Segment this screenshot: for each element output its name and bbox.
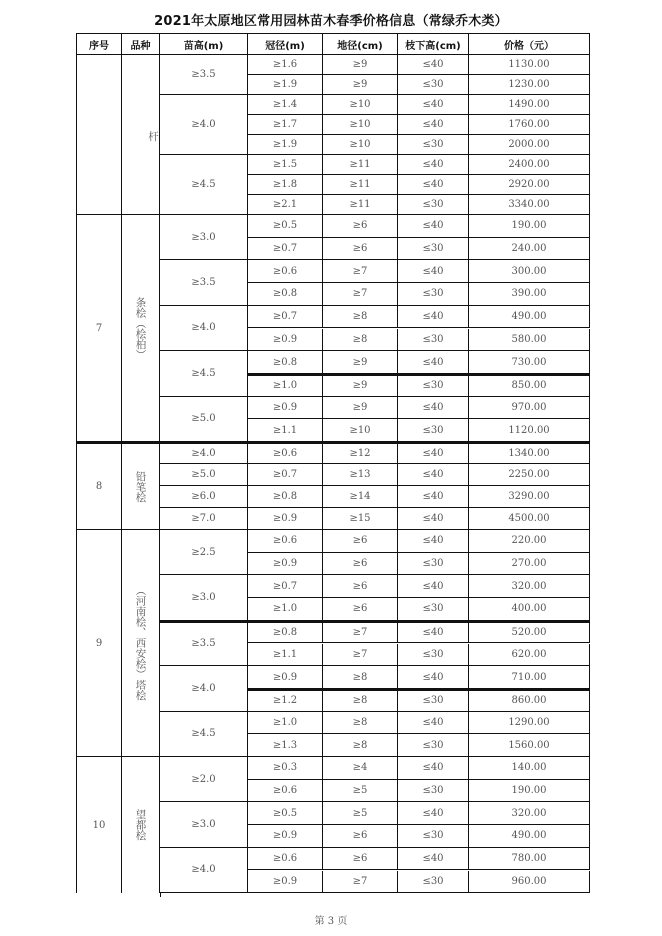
price-cell: 2250.00 [469,464,590,486]
price-cell: 2400.00 [469,155,590,175]
price-cell: 240.00 [469,238,590,261]
branch-height-cell: ≤40 [398,621,469,644]
branch-height-cell: ≤40 [398,442,469,464]
price-cell: 320.00 [469,802,590,825]
price-cell: 970.00 [469,397,590,420]
serial-number-cell [76,55,122,215]
column-header: 地径(cm) [323,33,398,55]
branch-height-cell: ≤30 [398,553,469,576]
variety-name-cell: 条桧（桧柏） [122,215,160,442]
branch-height-cell: ≤30 [398,871,469,894]
branch-height-cell: ≤30 [398,419,469,442]
crown-diameter-cell: ≥0.9 [248,508,323,530]
price-cell: 3290.00 [469,486,590,508]
crown-diameter-cell: ≥0.7 [248,238,323,261]
price-cell: 960.00 [469,871,590,894]
table-continuation [160,893,161,897]
ground-diameter-cell: ≥6 [323,848,398,871]
crown-diameter-cell: ≥1.0 [248,374,323,397]
crown-diameter-cell: ≥1.7 [248,115,323,135]
branch-height-cell: ≤30 [398,75,469,95]
crown-diameter-cell: ≥1.2 [248,689,323,712]
branch-height-cell: ≤30 [398,644,469,667]
price-cell: 400.00 [469,598,590,621]
crown-diameter-cell: ≥1.4 [248,95,323,115]
column-header: 苗高(m) [160,33,248,55]
crown-diameter-cell: ≥0.7 [248,306,323,329]
seedling-height-cell: ≥5.0 [160,397,248,442]
price-cell: 320.00 [469,575,590,598]
crown-diameter-cell: ≥2.1 [248,195,323,215]
branch-height-cell: ≤40 [398,712,469,735]
price-cell: 300.00 [469,260,590,283]
price-cell: 190.00 [469,780,590,803]
branch-height-cell: ≤40 [398,175,469,195]
ground-diameter-cell: ≥5 [323,780,398,803]
price-cell: 3340.00 [469,195,590,215]
seedling-height-cell: ≥4.0 [160,442,248,464]
crown-diameter-cell: ≥0.6 [248,442,323,464]
branch-height-cell: ≤40 [398,115,469,135]
seedling-height-cell: ≥6.0 [160,486,248,508]
seedling-height-cell: ≥3.0 [160,802,248,847]
ground-diameter-cell: ≥6 [323,575,398,598]
price-cell: 490.00 [469,306,590,329]
ground-diameter-cell: ≥13 [323,464,398,486]
price-cell: 2000.00 [469,135,590,155]
price-cell: 190.00 [469,215,590,238]
price-cell: 1120.00 [469,419,590,442]
ground-diameter-cell: ≥9 [323,55,398,75]
branch-height-cell: ≤40 [398,397,469,420]
branch-height-cell: ≤30 [398,374,469,397]
price-cell: 270.00 [469,553,590,576]
seedling-height-cell: ≥2.5 [160,530,248,575]
price-cell: 490.00 [469,825,590,848]
ground-diameter-cell: ≥7 [323,283,398,306]
ground-diameter-cell: ≥4 [323,757,398,780]
seedling-height-cell: ≥4.0 [160,95,248,155]
column-header: 序号 [76,33,122,55]
seedling-height-cell: ≥4.0 [160,306,248,351]
crown-diameter-cell: ≥1.0 [248,712,323,735]
price-cell: 1560.00 [469,734,590,757]
price-cell: 580.00 [469,329,590,352]
price-cell: 1290.00 [469,712,590,735]
crown-diameter-cell: ≥0.9 [248,553,323,576]
branch-height-cell: ≤30 [398,283,469,306]
price-cell: 850.00 [469,374,590,397]
ground-diameter-cell: ≥5 [323,802,398,825]
ground-diameter-cell: ≥10 [323,115,398,135]
ground-diameter-cell: ≥12 [323,442,398,464]
price-cell: 1760.00 [469,115,590,135]
variety-name-cell: 望都桧 [122,757,160,893]
ground-diameter-cell: ≥6 [323,553,398,576]
ground-diameter-cell: ≥10 [323,419,398,442]
ground-diameter-cell: ≥10 [323,135,398,155]
seedling-height-cell: ≥3.5 [160,260,248,305]
price-cell: 4500.00 [469,508,590,530]
ground-diameter-cell: ≥9 [323,351,398,374]
price-cell: 390.00 [469,283,590,306]
seedling-height-cell: ≥4.5 [160,155,248,215]
branch-height-cell: ≤40 [398,802,469,825]
branch-height-cell: ≤40 [398,757,469,780]
crown-diameter-cell: ≥1.1 [248,644,323,667]
branch-height-cell: ≤40 [398,530,469,553]
crown-diameter-cell: ≥0.8 [248,486,323,508]
serial-number-cell: 7 [76,215,122,442]
ground-diameter-cell: ≥6 [323,825,398,848]
price-cell: 140.00 [469,757,590,780]
column-header: 品种 [122,33,160,55]
price-cell: 860.00 [469,689,590,712]
crown-diameter-cell: ≥0.5 [248,215,323,238]
page-number: 第 3 页 [314,916,348,927]
branch-height-cell: ≤40 [398,508,469,530]
price-cell: 520.00 [469,621,590,644]
crown-diameter-cell: ≥0.9 [248,329,323,352]
branch-height-cell: ≤40 [398,575,469,598]
crown-diameter-cell: ≥1.9 [248,75,323,95]
seedling-height-cell: ≥4.5 [160,351,248,396]
ground-diameter-cell: ≥7 [323,644,398,667]
variety-name-cell: 杆 [122,55,160,215]
ground-diameter-cell: ≥6 [323,238,398,261]
ground-diameter-cell: ≥11 [323,195,398,215]
crown-diameter-cell: ≥1.8 [248,175,323,195]
seedling-height-cell: ≥3.5 [160,55,248,95]
ground-diameter-cell: ≥10 [323,95,398,115]
ground-diameter-cell: ≥9 [323,75,398,95]
branch-height-cell: ≤40 [398,666,469,689]
crown-diameter-cell: ≥0.6 [248,260,323,283]
branch-height-cell: ≤40 [398,351,469,374]
branch-height-cell: ≤30 [398,329,469,352]
ground-diameter-cell: ≥8 [323,712,398,735]
price-cell: 780.00 [469,848,590,871]
crown-diameter-cell: ≥0.9 [248,825,323,848]
ground-diameter-cell: ≥8 [323,666,398,689]
branch-height-cell: ≤30 [398,780,469,803]
branch-height-cell: ≤30 [398,689,469,712]
branch-height-cell: ≤40 [398,95,469,115]
price-cell: 1340.00 [469,442,590,464]
crown-diameter-cell: ≥1.3 [248,734,323,757]
branch-height-cell: ≤30 [398,825,469,848]
branch-height-cell: ≤30 [398,135,469,155]
price-cell: 1130.00 [469,55,590,75]
ground-diameter-cell: ≥11 [323,175,398,195]
ground-diameter-cell: ≥6 [323,530,398,553]
crown-diameter-cell: ≥0.3 [248,757,323,780]
ground-diameter-cell: ≥6 [323,598,398,621]
seedling-height-cell: ≥4.0 [160,848,248,893]
column-header: 价格（元） [469,33,590,55]
serial-number-cell: 10 [76,757,122,893]
branch-height-cell: ≤30 [398,598,469,621]
crown-diameter-cell: ≥1.0 [248,598,323,621]
seedling-height-cell: ≥4.5 [160,712,248,757]
ground-diameter-cell: ≥11 [323,155,398,175]
column-header: 冠径(m) [248,33,323,55]
seedling-height-cell: ≥2.0 [160,757,248,802]
variety-name-cell: 铅笔桧 [122,442,160,530]
ground-diameter-cell: ≥8 [323,689,398,712]
variety-name-cell: （河南桧、西安桧）塔桧 [122,530,160,757]
branch-height-cell: ≤30 [398,238,469,261]
branch-height-cell: ≤30 [398,734,469,757]
ground-diameter-cell: ≥7 [323,260,398,283]
crown-diameter-cell: ≥0.7 [248,575,323,598]
branch-height-cell: ≤40 [398,155,469,175]
branch-height-cell: ≤30 [398,195,469,215]
crown-diameter-cell: ≥1.9 [248,135,323,155]
price-cell: 730.00 [469,351,590,374]
crown-diameter-cell: ≥0.9 [248,871,323,894]
ground-diameter-cell: ≥9 [323,397,398,420]
branch-height-cell: ≤40 [398,306,469,329]
seedling-height-cell: ≥3.0 [160,575,248,620]
crown-diameter-cell: ≥0.9 [248,666,323,689]
branch-height-cell: ≤40 [398,848,469,871]
page-title: 2021年太原地区常用园林苗木春季价格信息（常绿乔木类） [154,14,508,29]
ground-diameter-cell: ≥14 [323,486,398,508]
branch-height-cell: ≤40 [398,464,469,486]
price-cell: 220.00 [469,530,590,553]
ground-diameter-cell: ≥8 [323,734,398,757]
ground-diameter-cell: ≥6 [323,215,398,238]
crown-diameter-cell: ≥0.5 [248,802,323,825]
branch-height-cell: ≤40 [398,260,469,283]
crown-diameter-cell: ≥0.8 [248,621,323,644]
ground-diameter-cell: ≥7 [323,871,398,894]
price-cell: 710.00 [469,666,590,689]
branch-height-cell: ≤40 [398,486,469,508]
ground-diameter-cell: ≥15 [323,508,398,530]
crown-diameter-cell: ≥0.6 [248,848,323,871]
serial-number-cell: 8 [76,442,122,530]
crown-diameter-cell: ≥0.7 [248,464,323,486]
branch-height-cell: ≤40 [398,215,469,238]
ground-diameter-cell: ≥9 [323,374,398,397]
crown-diameter-cell: ≥0.8 [248,351,323,374]
price-cell: 620.00 [469,644,590,667]
seedling-height-cell: ≥7.0 [160,508,248,530]
seedling-height-cell: ≥5.0 [160,464,248,486]
crown-diameter-cell: ≥0.6 [248,530,323,553]
crown-diameter-cell: ≥1.1 [248,419,323,442]
serial-number-cell: 9 [76,530,122,757]
branch-height-cell: ≤40 [398,55,469,75]
ground-diameter-cell: ≥8 [323,329,398,352]
price-cell: 2920.00 [469,175,590,195]
price-cell: 1490.00 [469,95,590,115]
seedling-height-cell: ≥3.0 [160,215,248,260]
crown-diameter-cell: ≥0.9 [248,397,323,420]
crown-diameter-cell: ≥0.6 [248,780,323,803]
seedling-height-cell: ≥3.5 [160,621,248,666]
ground-diameter-cell: ≥7 [323,621,398,644]
ground-diameter-cell: ≥8 [323,306,398,329]
seedling-height-cell: ≥4.0 [160,666,248,711]
price-cell: 1230.00 [469,75,590,95]
column-header: 枝下高(cm) [398,33,469,55]
crown-diameter-cell: ≥0.8 [248,283,323,306]
crown-diameter-cell: ≥1.5 [248,155,323,175]
crown-diameter-cell: ≥1.6 [248,55,323,75]
